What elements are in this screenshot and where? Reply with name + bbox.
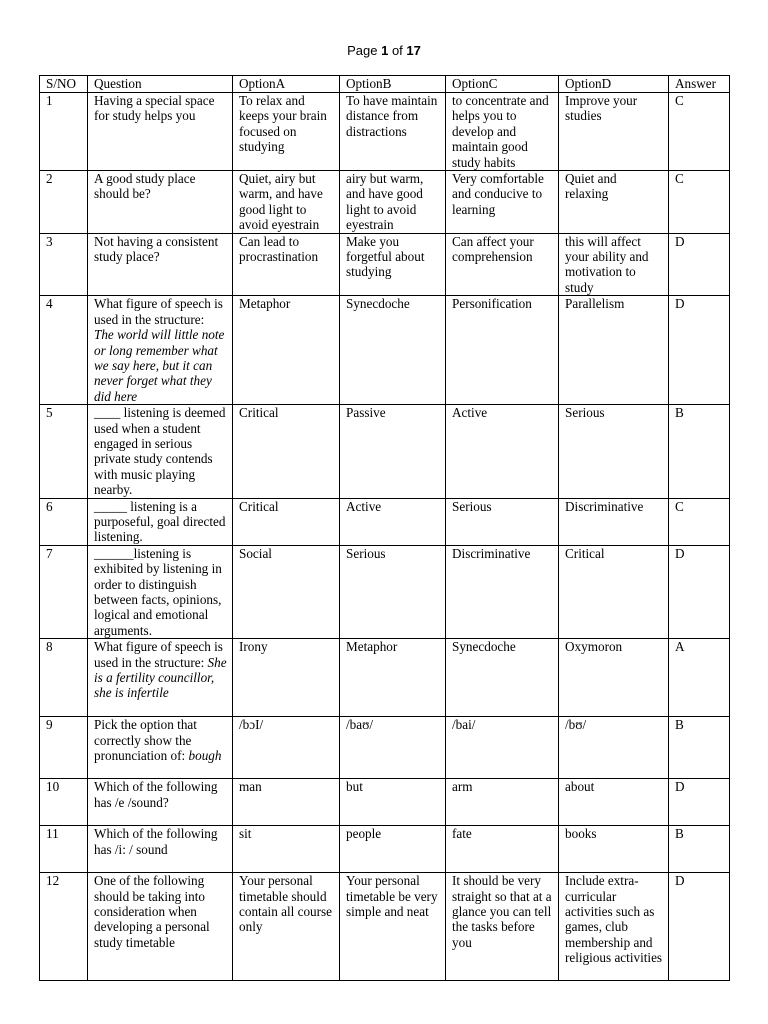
question-cell [88, 171, 233, 234]
option-c-cell: arm [446, 779, 559, 826]
table-row [40, 545, 730, 638]
option-a-cell: sit [233, 826, 340, 873]
option-a-cell: Quiet, airy but warm, and have good light to avoid eyestrain [233, 171, 340, 234]
page-current: 1 [381, 43, 389, 58]
sno-cell: 4 [40, 296, 88, 405]
question-text: Which of the following has /e /sound? [94, 779, 218, 810]
option-d-cell: this will affect your ability and motivation to study [559, 233, 669, 296]
question-text: One of the following should be taking into consideration when developing a personal study timetable [94, 873, 210, 950]
question-cell [88, 873, 233, 981]
table-row [40, 717, 730, 779]
question-example: The world will little note or long remember what we say here, but it can never forget what they did here [94, 327, 225, 404]
question-example: She is a fertility councillor, she is infertile [94, 654, 227, 701]
option-b-cell: Your personal timetable be very simple and neat [340, 873, 446, 981]
answer-cell: D [669, 779, 730, 826]
sno-cell: 8 [40, 639, 88, 717]
option-d-cell: Quiet and relaxing [559, 171, 669, 234]
header-row [40, 76, 730, 93]
table-row [40, 405, 730, 498]
option-c-cell: It should be very straight so that at a glance you can tell the tasks before you [446, 873, 559, 981]
answer-cell: C [669, 171, 730, 234]
option-d-cell: /bʊ/ [559, 717, 669, 779]
option-b-cell: but [340, 779, 446, 826]
answer-cell: D [669, 296, 730, 405]
option-b-cell: Synecdoche [340, 296, 446, 405]
question-cell [88, 779, 233, 826]
question-text: ____ listening is deemed used when a student engaged in serious private study contends with music playing nearby. [94, 405, 226, 498]
table-row [40, 93, 730, 171]
option-b-cell: Passive [340, 405, 446, 498]
answer-cell: B [669, 826, 730, 873]
option-c-cell: Discriminative [446, 545, 559, 638]
question-text: ______listening is exhibited by listening in order to distinguish between facts, opinions, logical and emotional arguments. [94, 545, 222, 638]
table-row [40, 779, 730, 826]
table-row [40, 296, 730, 405]
option-c-cell: to concentrate and helps you to develop and maintain good study habits [446, 93, 559, 171]
answer-cell: A [669, 639, 730, 717]
question-text: Pick the option that correctly show the pronunciation of: [94, 717, 197, 764]
sno-cell: 2 [40, 171, 88, 234]
option-d-cell: Discriminative [559, 498, 669, 545]
header-question: Question [88, 76, 233, 93]
table-row [40, 873, 730, 981]
answer-cell: D [669, 233, 730, 296]
option-c-cell: Very comfortable and conducive to learning [446, 171, 559, 234]
page-of: of [391, 43, 403, 58]
option-b-cell: Make you forgetful about studying [340, 233, 446, 296]
option-c-cell: Personification [446, 296, 559, 405]
page-label: Page [347, 43, 378, 58]
question-cell [88, 498, 233, 545]
option-d-cell: Improve your studies [559, 93, 669, 171]
sno-cell: 9 [40, 717, 88, 779]
option-d-cell: Oxymoron [559, 639, 669, 717]
question-text: Having a special space for study helps you [94, 93, 215, 124]
answer-cell: D [669, 545, 730, 638]
option-a-cell: Critical [233, 498, 340, 545]
answer-cell: D [669, 873, 730, 981]
answer-cell: B [669, 717, 730, 779]
header-option-d: OptionD [559, 76, 669, 93]
option-a-cell: Can lead to procrastination [233, 233, 340, 296]
question-text: Which of the following has /i: / sound [94, 826, 218, 857]
sno-cell: 7 [40, 545, 88, 638]
question-example: bough [188, 748, 222, 764]
option-b-cell: people [340, 826, 446, 873]
question-cell [88, 545, 233, 638]
option-b-cell: Serious [340, 545, 446, 638]
sno-cell: 3 [40, 233, 88, 296]
option-a-cell: Critical [233, 405, 340, 498]
sno-cell: 5 [40, 405, 88, 498]
option-d-cell: Include extra-curricular activities such as games, club membership and religious activities [559, 873, 669, 981]
question-cell [88, 93, 233, 171]
option-d-cell: Serious [559, 405, 669, 498]
option-b-cell: Active [340, 498, 446, 545]
question-text: What figure of speech is used in the structure: [94, 296, 223, 327]
option-c-cell: Can affect your comprehension [446, 233, 559, 296]
option-a-cell: To relax and keeps your brain focused on studying [233, 93, 340, 171]
question-cell [88, 233, 233, 296]
answer-cell: B [669, 405, 730, 498]
option-c-cell: /bai/ [446, 717, 559, 779]
option-b-cell: airy but warm, and have good light to avoid eyestrain [340, 171, 446, 234]
header-answer: Answer [669, 76, 730, 93]
table-row [40, 639, 730, 717]
sno-cell: 1 [40, 93, 88, 171]
sno-cell: 12 [40, 873, 88, 981]
sno-cell: 10 [40, 779, 88, 826]
option-a-cell: /bɔI/ [233, 717, 340, 779]
question-cell [88, 296, 233, 405]
question-cell [88, 639, 233, 717]
question-text: What figure of speech is used in the structure: [94, 639, 223, 670]
sno-cell: 6 [40, 498, 88, 545]
option-a-cell: Social [233, 545, 340, 638]
header-option-c: OptionC [446, 76, 559, 93]
answer-cell: C [669, 93, 730, 171]
header-sno: S/NO [40, 76, 88, 93]
quiz-table [39, 75, 730, 981]
option-d-cell: books [559, 826, 669, 873]
option-b-cell: To have maintain distance from distractions [340, 93, 446, 171]
question-cell [88, 826, 233, 873]
option-b-cell: /baʊ/ [340, 717, 446, 779]
question-text: A good study place should be? [94, 171, 196, 202]
table-row [40, 233, 730, 296]
answer-cell: C [669, 498, 730, 545]
option-a-cell: Metaphor [233, 296, 340, 405]
option-a-cell: man [233, 779, 340, 826]
table-row [40, 171, 730, 234]
option-c-cell: Serious [446, 498, 559, 545]
option-a-cell: Irony [233, 639, 340, 717]
page-number [0, 43, 768, 58]
option-b-cell: Metaphor [340, 639, 446, 717]
option-a-cell: Your personal timetable should contain all course only [233, 873, 340, 981]
question-cell [88, 405, 233, 498]
table-row [40, 826, 730, 873]
option-c-cell: Synecdoche [446, 639, 559, 717]
page-total: 17 [406, 43, 421, 58]
question-text: _____ listening is a purposeful, goal directed listening. [94, 498, 226, 545]
table-row [40, 498, 730, 545]
option-d-cell: Critical [559, 545, 669, 638]
question-cell [88, 717, 233, 779]
question-text: Not having a consistent study place? [94, 233, 219, 265]
header-option-a: OptionA [233, 76, 340, 93]
sno-cell: 11 [40, 826, 88, 873]
option-c-cell: Active [446, 405, 559, 498]
option-d-cell: about [559, 779, 669, 826]
header-option-b: OptionB [340, 76, 446, 93]
option-c-cell: fate [446, 826, 559, 873]
option-d-cell: Parallelism [559, 296, 669, 405]
